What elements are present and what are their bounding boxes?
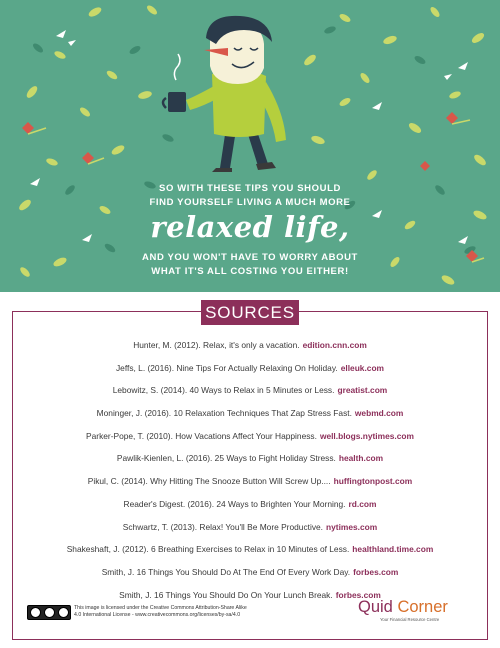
source-citation: Reader's Digest. (2016). 24 Ways to Brighten Your Morning.: [123, 498, 346, 509]
source-citation: Parker-Pope, T. (2010). How Vacations Affect Your Happiness.: [86, 430, 317, 441]
source-citation: Smith, J. 16 Things You Should Do On Your Lunch Break.: [119, 589, 333, 600]
sources-heading: SOURCES: [201, 300, 299, 325]
license-text: [74, 605, 294, 618]
source-link[interactable]: forbes.com: [335, 589, 381, 600]
license-line[interactable]: 4.0 International License - www.creativecommons.org/licenses/by-sa/4.0: [74, 611, 241, 618]
tagline-line: FIND YOURSELF LIVING A MUCH MORE: [149, 197, 351, 208]
tagline-bottom: [0, 251, 500, 279]
source-link[interactable]: greatist.com: [337, 385, 388, 396]
brand-logo[interactable]: [358, 598, 448, 617]
brand-tagline: Your Financial Resource Centre: [380, 617, 440, 622]
script-heading: relaxed life,: [150, 210, 350, 244]
source-item: [12, 452, 488, 475]
leaf-pattern-illustration: [0, 0, 500, 292]
source-item: [12, 566, 488, 589]
source-item: [12, 384, 488, 407]
by-icon: [44, 607, 55, 618]
source-link[interactable]: healthland.time.com: [352, 544, 434, 555]
source-item: [12, 475, 488, 498]
source-item: [12, 521, 488, 544]
source-citation: Pikul, C. (2014). Why Hitting The Snooze Button Will Screw Up....: [87, 476, 331, 487]
source-link[interactable]: webmd.com: [354, 408, 404, 419]
source-link[interactable]: rd.com: [348, 498, 377, 509]
character-illustration: [163, 16, 286, 172]
hero-banner: [0, 0, 500, 292]
source-citation: Shakeshaft, J. (2012). 6 Breathing Exercises to Relax in 10 Minutes of Less.: [66, 544, 350, 555]
source-item: [12, 407, 488, 430]
source-item: [12, 498, 488, 521]
source-link[interactable]: huffingtonpost.com: [333, 476, 413, 487]
tagline-top: [0, 182, 500, 210]
brand-word-quid: Quid: [358, 598, 393, 616]
source-link[interactable]: health.com: [338, 453, 384, 464]
license-line: This image is licensed under the Creative Commons Attribution-Share Alike: [74, 605, 247, 611]
tagline-line: AND YOU WON'T HAVE TO WORRY ABOUT: [142, 252, 358, 263]
source-citation: Lebowitz, S. (2014). 40 Ways to Relax in 5 Minutes or Less.: [112, 385, 335, 396]
creative-commons-badge-icon[interactable]: [27, 605, 71, 620]
tagline-line: WHAT IT'S ALL COSTING YOU EITHER!: [151, 266, 349, 277]
source-link[interactable]: forbes.com: [353, 566, 399, 577]
source-citation: Pawlik-Kienlen, L. (2016). 25 Ways to Fight Holiday Stress.: [116, 453, 336, 464]
source-link[interactable]: edition.cnn.com: [302, 340, 367, 350]
cc-icon: [30, 607, 41, 618]
source-citation: Moninger, J. (2016). 10 Relaxation Techniques That Zap Stress Fast.: [96, 408, 352, 419]
source-link[interactable]: elleuk.com: [340, 362, 385, 373]
source-citation: Schwartz, T. (2013). Relax! You'll Be More Productive.: [122, 521, 323, 532]
source-item: [12, 543, 488, 566]
source-link[interactable]: nytimes.com: [326, 521, 378, 532]
source-item: [12, 430, 488, 453]
source-item: [12, 362, 488, 385]
source-citation: Hunter, M. (2012). Relax, it's only a vacation.: [133, 340, 300, 350]
sources-list: [12, 339, 488, 611]
source-link[interactable]: well.blogs.nytimes.com: [319, 430, 414, 441]
source-citation: Jeffs, L. (2016). Nine Tips For Actually Relaxing On Holiday.: [115, 362, 338, 373]
sa-icon: [58, 607, 69, 618]
source-citation: Smith, J. 16 Things You Should Do At The End Of Every Work Day.: [101, 566, 351, 577]
source-item: [12, 339, 488, 362]
tagline-line: SO WITH THESE TIPS YOU SHOULD: [159, 183, 341, 194]
brand-word-corner: Corner: [397, 598, 448, 616]
